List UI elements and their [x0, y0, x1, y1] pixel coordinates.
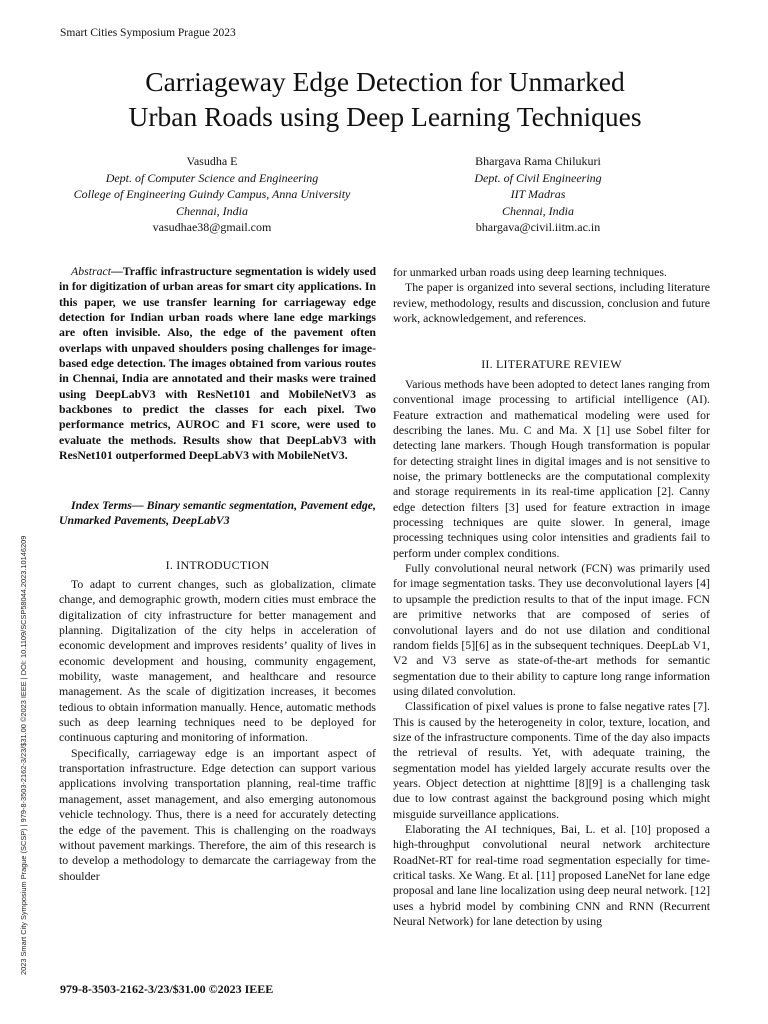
introduction-body — [59, 577, 376, 884]
body-paragraph: Fully convolutional neural network (FCN) was primarily used for image segmentation tasks. They use deconvolutional layers [4] to upsample the prediction results to that of the input image. FCN are primitive networks that are composed of series of convolutional layers and do not use dilation and conditional random fields [5][6] as in the subsequent techniques. DeepLab V1, V2 and V3 serve as state-of-the-art methods for semantic segmentation due to their ability to capture long range information using dilated convolution. — [393, 561, 710, 698]
section-heading-introduction: I. INTRODUCTION — [165, 558, 270, 572]
index-terms-label: Index Terms — [71, 498, 132, 512]
body-paragraph: Various methods have been adopted to detect lanes ranging from conventional image processing to artificial intelligence (AI). Feature extraction and mathematical modeling were used for describing the lanes. Mu. C and Ma. X [1] use Sobel filter for detecting lane markers. Though Hough transformation is popular for detecting straight lines in digital images and is not sensitive to noise, the primary bottlenecks are the computational complexity and storage requirements in its real-time application [2]. Canny edge detection filters [3] used for feature extraction in image processing techniques are quite slower. In general, image processing techniques using color intensities and gradients fail to perform under complex conditions. — [393, 377, 710, 560]
body-paragraph: Classification of pixel values is prone to false negative rates [7]. This is caused by the heterogeneity in color, texture, location, and size of the infrastructure components. Time of the day also impacts the retrieval of results. Yet, with adequate training, the segmentation model has yielded largely accurate results over the years. Object detection at nighttime [8][9] is a challenging task due to low contrast against the background posing which might misguide surveillance applications. — [393, 699, 710, 821]
author-name: Vasudha E — [186, 154, 238, 168]
body-paragraph: To adapt to current changes, such as globalization, climate change, and demographic growth, modern cities must embrace the digitalization of city infrastructure for better management and planning. Digitalization of the city helps in acceleration of economic development and improves residents’ quality of lives in economic development and housing, community engagement, mobility, waste management, and healthcare and resource management. As the scale of digitization increases, it becomes tedious to obtain information manually. Hence, automatic methods such as deep learning techniques need to be deployed for continuous capturing and monitoring of information. — [59, 577, 376, 745]
copyright-footer: 979-8-3503-2162-3/23/$31.00 ©2023 IEEE — [60, 982, 274, 996]
body-paragraph: Specifically, carriageway edge is an important aspect of transportation infrastructure. Edge detection can support various applications involving transportation planning, real-time traffic management, asset management, and also emerging autonomous vehicle technology. Thus, there is a need for accurately detecting the edge of the pavement. This is challenging on the roadways without pavement markings. Therefore, the aim of this research is to develop a methodology to demarcate the carriageway from the shoulder — [59, 745, 376, 883]
intro-continuation — [393, 265, 710, 326]
author-email: bhargava@civil.iitm.ac.in — [475, 220, 601, 235]
author-email: vasudhae38@gmail.com — [152, 220, 272, 235]
abstract-paragraph — [59, 264, 376, 463]
body-paragraph: Elaborating the AI techniques, Bai, L. et al. [10] proposed a high-throughput convolutional neural network architecture RoadNet-RT for real-time road segmentation especially for time-critical tasks. Xe Wang. Et al. [11] proposed LaneNet for lane edge proposal and lane line localization using deep neural network. [12] uses a hybrid model by combining CNN and RNN (Recurrent Neural Network) for lane detection by using — [393, 821, 710, 929]
abstract-label: Abstract — [71, 264, 111, 278]
abstract — [59, 264, 376, 463]
body-paragraph: for unmarked urban roads using deep learning techniques. — [393, 265, 667, 279]
title-line-2: Urban Roads using Deep Learning Techniques — [128, 101, 642, 132]
author-block-1 — [42, 153, 382, 236]
doi-sidebar-text: 2023 Smart City Symposium Prague (SCSP) | 979-8-3503-2162-3/23/$31.00 ©2023 IEEE | DOI: 10.1109/SCSP58044.2023.10146209 — [19, 535, 28, 975]
author-affiliation: Dept. of Computer Science and Engineering — [105, 170, 319, 185]
literature-review-body — [393, 377, 710, 929]
author-affiliation: Dept. of Civil Engineering — [474, 170, 602, 185]
author-name: Bhargava Rama Chilukuri — [475, 154, 601, 168]
author-affiliation: IIT Madras — [510, 187, 566, 202]
author-location: Chennai, India — [176, 203, 248, 218]
body-paragraph: The paper is organized into several sections, including literature review, methodology, results and discussion, conclusion and future work, acknowledgement, and references. — [393, 280, 710, 326]
author-location: Chennai, India — [502, 203, 574, 218]
index-terms-paragraph — [59, 498, 376, 529]
index-terms-text: — Binary semantic segmentation, Pavement edge, Unmarked Pavements, DeepLabV3 — [59, 498, 376, 528]
title-line-1: Carriageway Edge Detection for Unmarked — [145, 66, 625, 97]
conference-header: Smart Cities Symposium Prague 2023 — [60, 27, 236, 39]
paper-title — [60, 64, 710, 134]
section-heading-literature-review: II. LITERATURE REVIEW — [481, 357, 622, 371]
abstract-text: —Traffic infrastructure segmentation is widely used in for digitization of urban areas for smart city applications. In this paper, we use transfer learning for carriageway edge detection for Indian urban roads where lane edge markings are often invisible. Also, the edge of the pavement often overlaps with unpaved shoulders posing challenges for image-based edge detection. The images obtained from various routes in Chennai, India are annotated and their masks were trained using DeepLabV3 with ResNet101 and MobileNetV3 as backbones to predict the classes for each pixel. Two performance metrics, AUROC and F1 score, were used to evaluate the methods. Results show that DeepLabV3 with ResNet101 outperformed DeepLabV3 with MobileNetV3. — [59, 264, 376, 463]
author-affiliation: College of Engineering Guindy Campus, Anna University — [73, 187, 351, 202]
index-terms — [59, 498, 376, 529]
author-block-2 — [383, 153, 693, 236]
